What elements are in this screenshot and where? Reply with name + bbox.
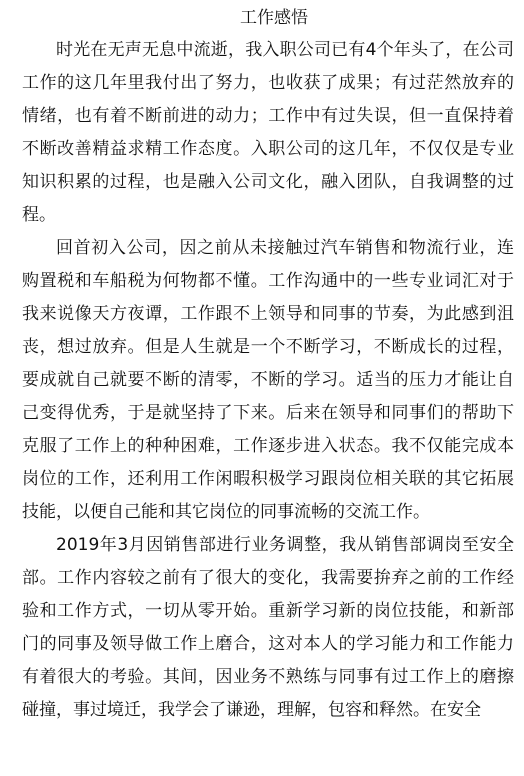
paragraph-1: 时光在无声无息中流逝，我入职公司已有4个年头了，在公司工作的这几年里我付出了努力，也收获了成果；有过茫然放弃的情绪，也有着不断前进的动力；工作中有过失误，但一直保持着不断改善精益求精工作态度。入职公司的这几年，不仅仅是专业知识积累的过程，也是融入公司文化，融入团队，自我调整的过程。 (22, 40, 514, 225)
paragraph-2: 回首初入公司，因之前从未接触过汽车销售和物流行业，连购置税和车船税为何物都不懂。工作沟通中的一些专业词汇对于我来说像天方夜谭，工作跟不上领导和同事的节奏，为此感到沮丧，想过放弃。但是人生就是一个不断学习，不断成长的过程，要成就自己就要不断的清零，不断的学习。适当的压力才能让自己变得优秀，于是就坚持了下来。后来在领导和同事们的帮助下克服了工作上的种种困难，工作逐步进入状态。我不仅能完成本岗位的工作，还利用工作闲暇积极学习跟岗位相关联的其它拓展技能，以便自己能和其它岗位的同事流畅的交流工作。 (22, 238, 514, 522)
paragraph-3: 2019年3月因销售部进行业务调整，我从销售部调岗至安全部。工作内容较之前有了很大的变化，我需要拚弃之前的工作经验和工作方式，一切从零开始。重新学习新的岗位技能，和新部门的同事及领导做工作上磨合，这对本人的学习能力和工作能力有着很大的考验。其间，因业务不熟练与同事有过工作上的磨擦碰撞，事过境迁，我学会了谦逊，理解，包容和释然。在安全 (22, 535, 514, 720)
document-title: 工作感悟 (240, 8, 308, 28)
